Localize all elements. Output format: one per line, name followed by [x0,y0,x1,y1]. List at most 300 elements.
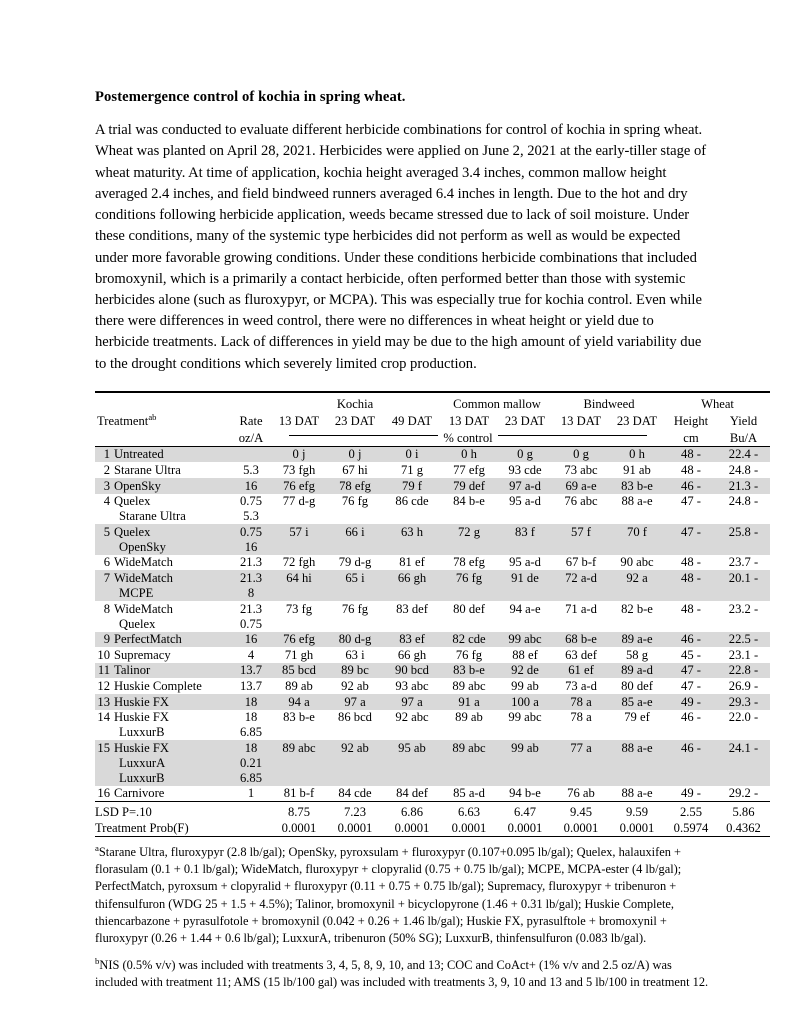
column-header-mallow-13dat: 13 DAT [448,413,490,428]
cell-kochia-13dat: 89 abc [271,740,327,756]
table-row [95,478,770,494]
cell-rate: 5.3 [243,463,259,478]
table-row-continuation [95,725,770,740]
cell-kochia-49dat: 84 def [396,786,428,801]
cell-stat-kochia-23dat: 0.0001 [337,820,373,835]
cell-treatment-extra [95,725,231,740]
footnote-a-mark: a [95,842,99,853]
treatment-name: Huskie Complete [114,678,202,693]
cell-kochia-49dat: 92 abc [395,710,429,725]
footnote-b-text: NIS (0.5% v/v) was included with treatments 3, 4, 5, 8, 9, 10, and 13; COC and CoAct+ (1% v/v and 2.5 oz/A) was included with treatment 11; AMS (15 lb/100 gal) was included with treatments 3, 9, 10 and 13 and 5 lb/100 in treatment 12. [95,957,709,990]
cell-mallow-23dat: 100 a [497,694,553,710]
treatment-name-extra: MCPE [119,586,154,601]
cell-bindweed-13dat: 57 f [553,524,609,540]
cell-mallow-23dat: 93 cde [508,463,542,478]
cell-kochia-23dat: 78 efg [327,478,383,494]
cell-kochia-49dat: 66 gh [397,647,427,662]
unit-percent-control [271,429,665,447]
cell-treatment [95,663,231,679]
cell-empty [327,509,383,524]
cell-empty [441,586,497,601]
cell-rate: 4 [247,647,255,662]
cell-rate-extra: 0.75 [239,616,263,631]
cell-mallow-13dat: 83 b-e [441,663,497,679]
cell-wheat-yield: 21.3 - [717,478,770,494]
treatment-name: WideMatch [114,601,173,616]
cell-wheat-height: 48 - [681,601,701,616]
cell-empty [553,771,609,786]
cell-wheat-yield: 25.8 - [717,524,770,540]
cell-stat-wheat-height: 2.55 [679,804,703,819]
column-header-kochia-49dat: 49 DAT [391,413,433,428]
cell-wheat-yield: 24.8 - [728,494,759,509]
cell-kochia-23dat: 92 ab [341,678,369,693]
cell-kochia-13dat: 73 fgh [282,463,316,478]
treatment-name-extra: Quelex [119,616,156,631]
cell-treatment [95,462,231,478]
cell-bindweed-23dat: 79 ef [624,710,650,725]
treatment-name: Untreated [114,447,164,462]
footnote-b-mark: b [95,955,100,966]
cell-mallow-23dat: 97 a-d [497,478,553,494]
cell-treatment [95,446,231,462]
cell-empty [553,725,609,740]
cell-rate-extra: 6.85 [231,771,271,786]
cell-empty [553,586,609,601]
cell-treatment-extra [95,509,231,524]
cell-stat-wheat-yield: 0.4362 [726,820,761,835]
cell-empty [665,540,717,555]
cell-rate: 0.75 [239,494,263,509]
column-header-mallow-23dat: 23 DAT [504,413,546,428]
cell-stat-label: Treatment Prob(F) [95,820,189,835]
cell-kochia-13dat: 81 b-f [283,786,315,801]
treatment-name-extra: LuxxurB [119,770,165,785]
cell-kochia-49dat: 95 ab [383,740,441,756]
cell-empty [609,617,665,632]
cell-kochia-23dat: 0 j [327,446,383,462]
treatment-name: OpenSky [114,478,161,493]
column-header-kochia-13dat: 13 DAT [278,413,320,428]
table-stats-row [95,820,770,836]
column-header-treatment-superscript: ab [148,411,157,422]
cell-mallow-23dat: 99 ab [511,678,539,693]
table-row [95,494,770,510]
unit-yield: Bu/A [717,429,770,447]
treatment-number: 13 [97,694,110,709]
cell-treatment-extra [95,756,231,771]
cell-empty [497,725,553,740]
treatment-name: PerfectMatch [114,632,182,647]
cell-rate: 13.7 [239,678,263,693]
cell-kochia-23dat: 76 fg [341,601,369,616]
cell-rate-extra: 0.21 [231,756,271,771]
cell-empty [717,756,770,771]
treatment-number: 10 [97,647,110,662]
cell-bindweed-23dat: 88 a-e [609,740,665,756]
cell-empty [271,771,327,786]
cell-stat-kochia-49dat: 0.0001 [394,820,430,835]
cell-empty [665,725,717,740]
cell-kochia-23dat: 92 ab [327,740,383,756]
footnote-a-text: Starane Ultra, fluroxypyr (2.8 lb/gal); OpenSky, pyroxsulam + fluroxypyr (0.107+0.095 lb/gal); Quelex, halauxifen + florasulam (0.1 + 0.1 lb/gal); WideMatch, fluroxypyr + clopyralid (0.75 + 0.75 lb/gal); MCPE, MCPA-ester (4 lb/gal); PerfectMatch, pyroxsum + clopyralid + fluroxypyr (0.11 + 0.75 + 0.75 lb/gal); Supremacy, fluroxypyr + tribenuron + thifensulfuron (WDG 25 + 1.5 + 4.5%); Talinor, bromoxynil + bicyclopyrone (1.46 + 0.31 lb/gal); Huskie Complete, thiencarbazone + pyrasulfotole + bromoxynil (0.042 + 0.26 + 1.46 lb/gal); Huskie FX, pyrasulftole + bromoxynil + fluroxypyr (0.26 + 1.44 + 0.6 lb/gal); LuxxurA, tribenuron (50% SG); LuxxurB, thinfensulfuron (0.083 lb/gal). [95,844,682,946]
cell-bindweed-23dat: 91 ab [623,463,651,478]
cell-mallow-23dat: 88 ef [512,647,538,662]
cell-stat-mallow-13dat: 0.0001 [451,820,487,835]
footnote-b [95,957,713,992]
column-header-rate: Rate [239,413,263,428]
table-row [95,555,770,571]
cell-rate-extra: 16 [231,540,271,555]
cell-empty [497,771,553,786]
cell-empty [441,725,497,740]
cell-treatment [95,570,231,586]
treatment-name: Talinor [114,663,151,678]
cell-bindweed-13dat: 67 b-f [565,555,597,570]
cell-mallow-13dat: 89 ab [455,710,483,725]
cell-stat-kochia-49dat: 6.86 [400,804,424,819]
cell-mallow-23dat: 99 ab [497,740,553,756]
cell-wheat-yield: 24.8 - [728,463,759,478]
cell-rate: 18 [231,740,271,756]
cell-stat-bindweed-13dat: 0.0001 [563,820,599,835]
cell-rate-extra: 8 [231,586,271,601]
cell-wheat-yield: 24.1 - [717,740,770,756]
cell-wheat-yield: 22.0 - [728,710,759,725]
table-row [95,710,770,726]
cell-mallow-23dat: 95 a-d [509,555,541,570]
table-row [95,524,770,540]
cell-wheat-height: 47 - [681,494,701,509]
cell-wheat-height: 46 - [665,478,717,494]
cell-wheat-yield: 20.1 - [717,570,770,586]
table-group-header-row [95,396,770,412]
cell-kochia-13dat: 77 d-g [282,494,316,509]
cell-empty [327,756,383,771]
treatment-number: 6 [103,555,110,570]
cell-mallow-13dat: 76 fg [441,570,497,586]
cell-kochia-23dat: 80 d-g [327,632,383,648]
cell-bindweed-13dat: 63 def [565,647,597,662]
cell-kochia-23dat: 97 a [327,694,383,710]
table-row-continuation [95,771,770,786]
cell-treatment-extra [95,771,231,786]
cell-kochia-13dat: 73 fg [285,601,313,616]
cell-wheat-yield: 29.3 - [717,694,770,710]
treatment-name: Huskie FX [114,694,169,709]
cell-bindweed-23dat: 89 a-d [609,663,665,679]
table-bottom-rule [95,836,770,839]
cell-stat-mallow-23dat: 6.47 [513,804,537,819]
cell-bindweed-23dat: 83 b-e [609,478,665,494]
unit-rate: oz/A [231,429,271,447]
cell-empty [383,586,441,601]
cell-stat-rate [231,804,271,820]
cell-empty [271,509,327,524]
treatment-name: Huskie FX [114,740,169,755]
cell-kochia-23dat: 67 hi [342,463,368,478]
table-row [95,446,770,462]
cell-mallow-13dat: 77 efg [453,463,485,478]
cell-treatment [95,494,231,510]
cell-mallow-13dat: 76 fg [455,647,483,662]
group-blank [95,396,231,412]
cell-rate: 16 [231,632,271,648]
cell-bindweed-13dat: 76 abc [564,494,598,509]
cell-kochia-23dat: 76 fg [341,494,369,509]
cell-mallow-13dat: 89 abc [452,678,486,693]
cell-kochia-23dat: 86 bcd [338,710,372,725]
cell-empty [327,771,383,786]
cell-kochia-49dat: 93 abc [395,678,429,693]
cell-stat-rate [231,820,271,836]
cell-empty [327,540,383,555]
group-blank-k49 [383,396,441,412]
cell-treatment [95,786,231,802]
cell-mallow-23dat: 95 a-d [509,494,541,509]
cell-rate: 0.75 [231,524,271,540]
cell-bindweed-23dat: 88 a-e [621,494,653,509]
table-row [95,663,770,679]
cell-kochia-23dat: 65 i [327,570,383,586]
cell-bindweed-23dat: 80 def [621,678,653,693]
footnote-a [95,844,713,948]
cell-wheat-height: 48 - [665,570,717,586]
cell-empty [497,586,553,601]
treatment-number: 12 [97,678,110,693]
table-row [95,647,770,663]
cell-kochia-23dat: 89 bc [327,663,383,679]
cell-kochia-13dat: 76 efg [271,632,327,648]
cell-empty [717,586,770,601]
cell-bindweed-13dat: 71 a-d [565,601,597,616]
cell-mallow-13dat: 82 cde [441,632,497,648]
cell-wheat-height: 46 - [665,632,717,648]
cell-empty [717,509,770,524]
cell-treatment [95,678,231,694]
cell-empty [665,771,717,786]
cell-rate: 16 [231,478,271,494]
cell-stat-mallow-13dat: 6.63 [457,804,481,819]
cell-kochia-49dat: 97 a [383,694,441,710]
cell-kochia-49dat: 81 ef [399,555,425,570]
cell-mallow-13dat: 85 a-d [453,786,485,801]
cell-empty [665,509,717,524]
cell-empty [271,540,327,555]
cell-empty [271,617,327,632]
cell-empty [497,540,553,555]
cell-wheat-height: 47 - [665,663,717,679]
cell-stat-bindweed-23dat: 9.59 [625,804,649,819]
treatment-name: WideMatch [114,571,173,586]
cell-wheat-yield: 29.2 - [728,786,759,801]
cell-wheat-yield: 22.4 - [717,446,770,462]
cell-treatment [95,555,231,571]
table-row [95,694,770,710]
cell-treatment-extra [95,617,231,632]
treatment-name: Starane Ultra [114,463,181,478]
cell-mallow-23dat: 99 abc [497,632,553,648]
cell-empty [609,586,665,601]
cell-empty [553,509,609,524]
cell-bindweed-23dat: 92 a [609,570,665,586]
cell-rate: 1 [247,786,255,801]
group-header-kochia: Kochia [336,396,374,411]
cell-treatment-extra [95,586,231,601]
cell-kochia-13dat: 85 bcd [271,663,327,679]
cell-mallow-13dat: 79 def [441,478,497,494]
table-body [95,446,770,802]
table-row-continuation [95,617,770,632]
group-blank-rate [231,396,271,412]
cell-wheat-height: 48 - [681,463,701,478]
table-row [95,570,770,586]
cell-rate: 21.3 [231,570,271,586]
column-header-wheat-height: Height [673,413,709,428]
group-header-wheat: Wheat [701,396,734,411]
cell-wheat-height: 46 - [665,740,717,756]
cell-mallow-23dat: 92 de [497,663,553,679]
cell-empty [717,725,770,740]
treatment-name-extra: Starane Ultra [119,509,186,524]
column-header-bindweed-23dat: 23 DAT [616,413,658,428]
cell-empty [717,771,770,786]
cell-kochia-13dat: 57 i [271,524,327,540]
treatment-number: 3 [103,478,110,493]
cell-treatment [95,647,231,663]
cell-empty [717,617,770,632]
cell-bindweed-13dat: 72 a-d [553,570,609,586]
treatment-number: 14 [97,710,110,725]
cell-wheat-yield: 22.5 - [717,632,770,648]
cell-wheat-height: 49 - [681,786,701,801]
cell-mallow-13dat: 89 abc [441,740,497,756]
cell-rate: 18 [244,710,258,725]
cell-wheat-height: 46 - [681,710,701,725]
cell-bindweed-23dat: 90 abc [620,555,654,570]
cell-empty [383,540,441,555]
group-header-common-mallow: Common mallow [453,396,541,411]
cell-kochia-23dat: 84 cde [338,786,372,801]
treatment-number: 16 [97,786,110,801]
cell-empty [441,509,497,524]
treatment-number: 7 [103,571,110,586]
cell-kochia-49dat: 63 h [383,524,441,540]
cell-stat-bindweed-23dat: 0.0001 [619,820,655,835]
cell-mallow-13dat: 0 h [441,446,497,462]
cell-empty [383,617,441,632]
intro-paragraph: A trial was conducted to evaluate different herbicide combinations for control of kochia in spring wheat. Wheat was planted on April 28, 2021. Herbicides were applied on June 2, 2021 at the early-tiller stage of wheat maturity. At time of application, kochia height averaged 3.4 inches, common mallow height averaged 2.4 inches, and field bindweed runners averaged 6.4 inches in length. Due to the hot and dry conditions following herbicide application, weeds became stressed due to lack of soil moisture. Under these conditions, many of the systemic type herbicides did not perform as well as would be expected under more favorable growing conditions. Under these conditions herbicide combinations that included bromoxynil, which is a primarily a contact herbicide, often performed better than those with systemic herbicides alone (such as fluroxypyr, or MCPA). This was especially true for kochia control. Even while there were differences in weed control, there were no differences in wheat height or yield due to herbicide treatments. Lack of differences in yield may be due to the high amount of yield variability due to the drought conditions which severely limited crop production. [95,122,707,372]
cell-stat-kochia-13dat: 0.0001 [281,820,317,835]
cell-wheat-height: 49 - [665,694,717,710]
cell-wheat-height: 45 - [681,647,701,662]
treatment-name-extra: OpenSky [119,539,166,554]
unit-blank [95,429,231,447]
cell-empty [271,756,327,771]
unit-height: cm [665,429,717,447]
cell-kochia-49dat: 71 g [400,463,424,478]
cell-mallow-23dat: 99 abc [508,710,542,725]
cell-empty [327,617,383,632]
group-header-bindweed: Bindweed [583,396,635,411]
cell-kochia-13dat: 64 hi [271,570,327,586]
cell-bindweed-23dat: 0 h [609,446,665,462]
cell-treatment [95,694,231,710]
treatment-number: 9 [103,632,110,647]
cell-stat-mallow-23dat: 0.0001 [507,820,543,835]
cell-empty [665,586,717,601]
treatment-number: 1 [103,447,110,462]
cell-treatment-extra [95,540,231,555]
table-subheader-row [95,412,770,429]
cell-stat-label: LSD P=.10 [95,804,152,819]
table-row-continuation [95,540,770,555]
page-title: Postemergence control of kochia in spring wheat. [95,89,406,105]
treatment-name: WideMatch [114,555,173,570]
treatment-name: Carnivore [114,786,165,801]
cell-bindweed-13dat: 76 ab [567,786,595,801]
cell-mallow-13dat: 72 g [441,524,497,540]
cell-bindweed-13dat: 73 a-d [565,678,597,693]
cell-empty [609,540,665,555]
cell-empty [497,756,553,771]
cell-bindweed-13dat: 61 ef [553,663,609,679]
table-row [95,632,770,648]
cell-wheat-yield: 23.7 - [728,555,759,570]
cell-empty [497,509,553,524]
cell-mallow-23dat: 91 de [497,570,553,586]
treatment-name: Supremacy [114,647,171,662]
treatment-number: 15 [97,740,110,755]
cell-kochia-49dat: 90 bcd [383,663,441,679]
cell-mallow-13dat: 91 a [441,694,497,710]
percent-control-rule-right [498,435,648,436]
cell-wheat-yield: 23.2 - [728,601,759,616]
cell-rate: 21.3 [239,601,263,616]
table-row-continuation [95,586,770,601]
cell-empty [441,771,497,786]
table-row-continuation [95,509,770,524]
cell-wheat-yield: 23.1 - [728,647,759,662]
cell-empty [441,756,497,771]
cell-kochia-13dat: 76 efg [271,478,327,494]
cell-kochia-13dat: 0 j [271,446,327,462]
cell-mallow-13dat: 80 def [453,601,485,616]
cell-kochia-49dat: 79 f [383,478,441,494]
table-row [95,601,770,617]
cell-empty [553,756,609,771]
cell-kochia-23dat: 66 i [327,524,383,540]
cell-mallow-13dat: 84 b-e [453,494,485,509]
cell-empty [553,540,609,555]
table-stats-body [95,802,770,839]
cell-empty [441,540,497,555]
footnotes-section [95,844,713,992]
treatment-number: 2 [103,463,110,478]
cell-kochia-49dat: 66 gh [383,570,441,586]
cell-stat-wheat-height: 0.5974 [673,820,709,835]
table-row-continuation [95,756,770,771]
column-header-bindweed-13dat: 13 DAT [560,413,602,428]
rule-cell [95,836,770,839]
cell-bindweed-23dat: 82 b-e [621,601,653,616]
cell-empty [327,586,383,601]
cell-stat-kochia-13dat: 8.75 [287,804,311,819]
cell-rate-extra: 6.85 [239,725,263,740]
column-header-kochia-23dat: 23 DAT [334,413,376,428]
treatment-name: Quelex [114,524,151,539]
cell-empty [609,509,665,524]
